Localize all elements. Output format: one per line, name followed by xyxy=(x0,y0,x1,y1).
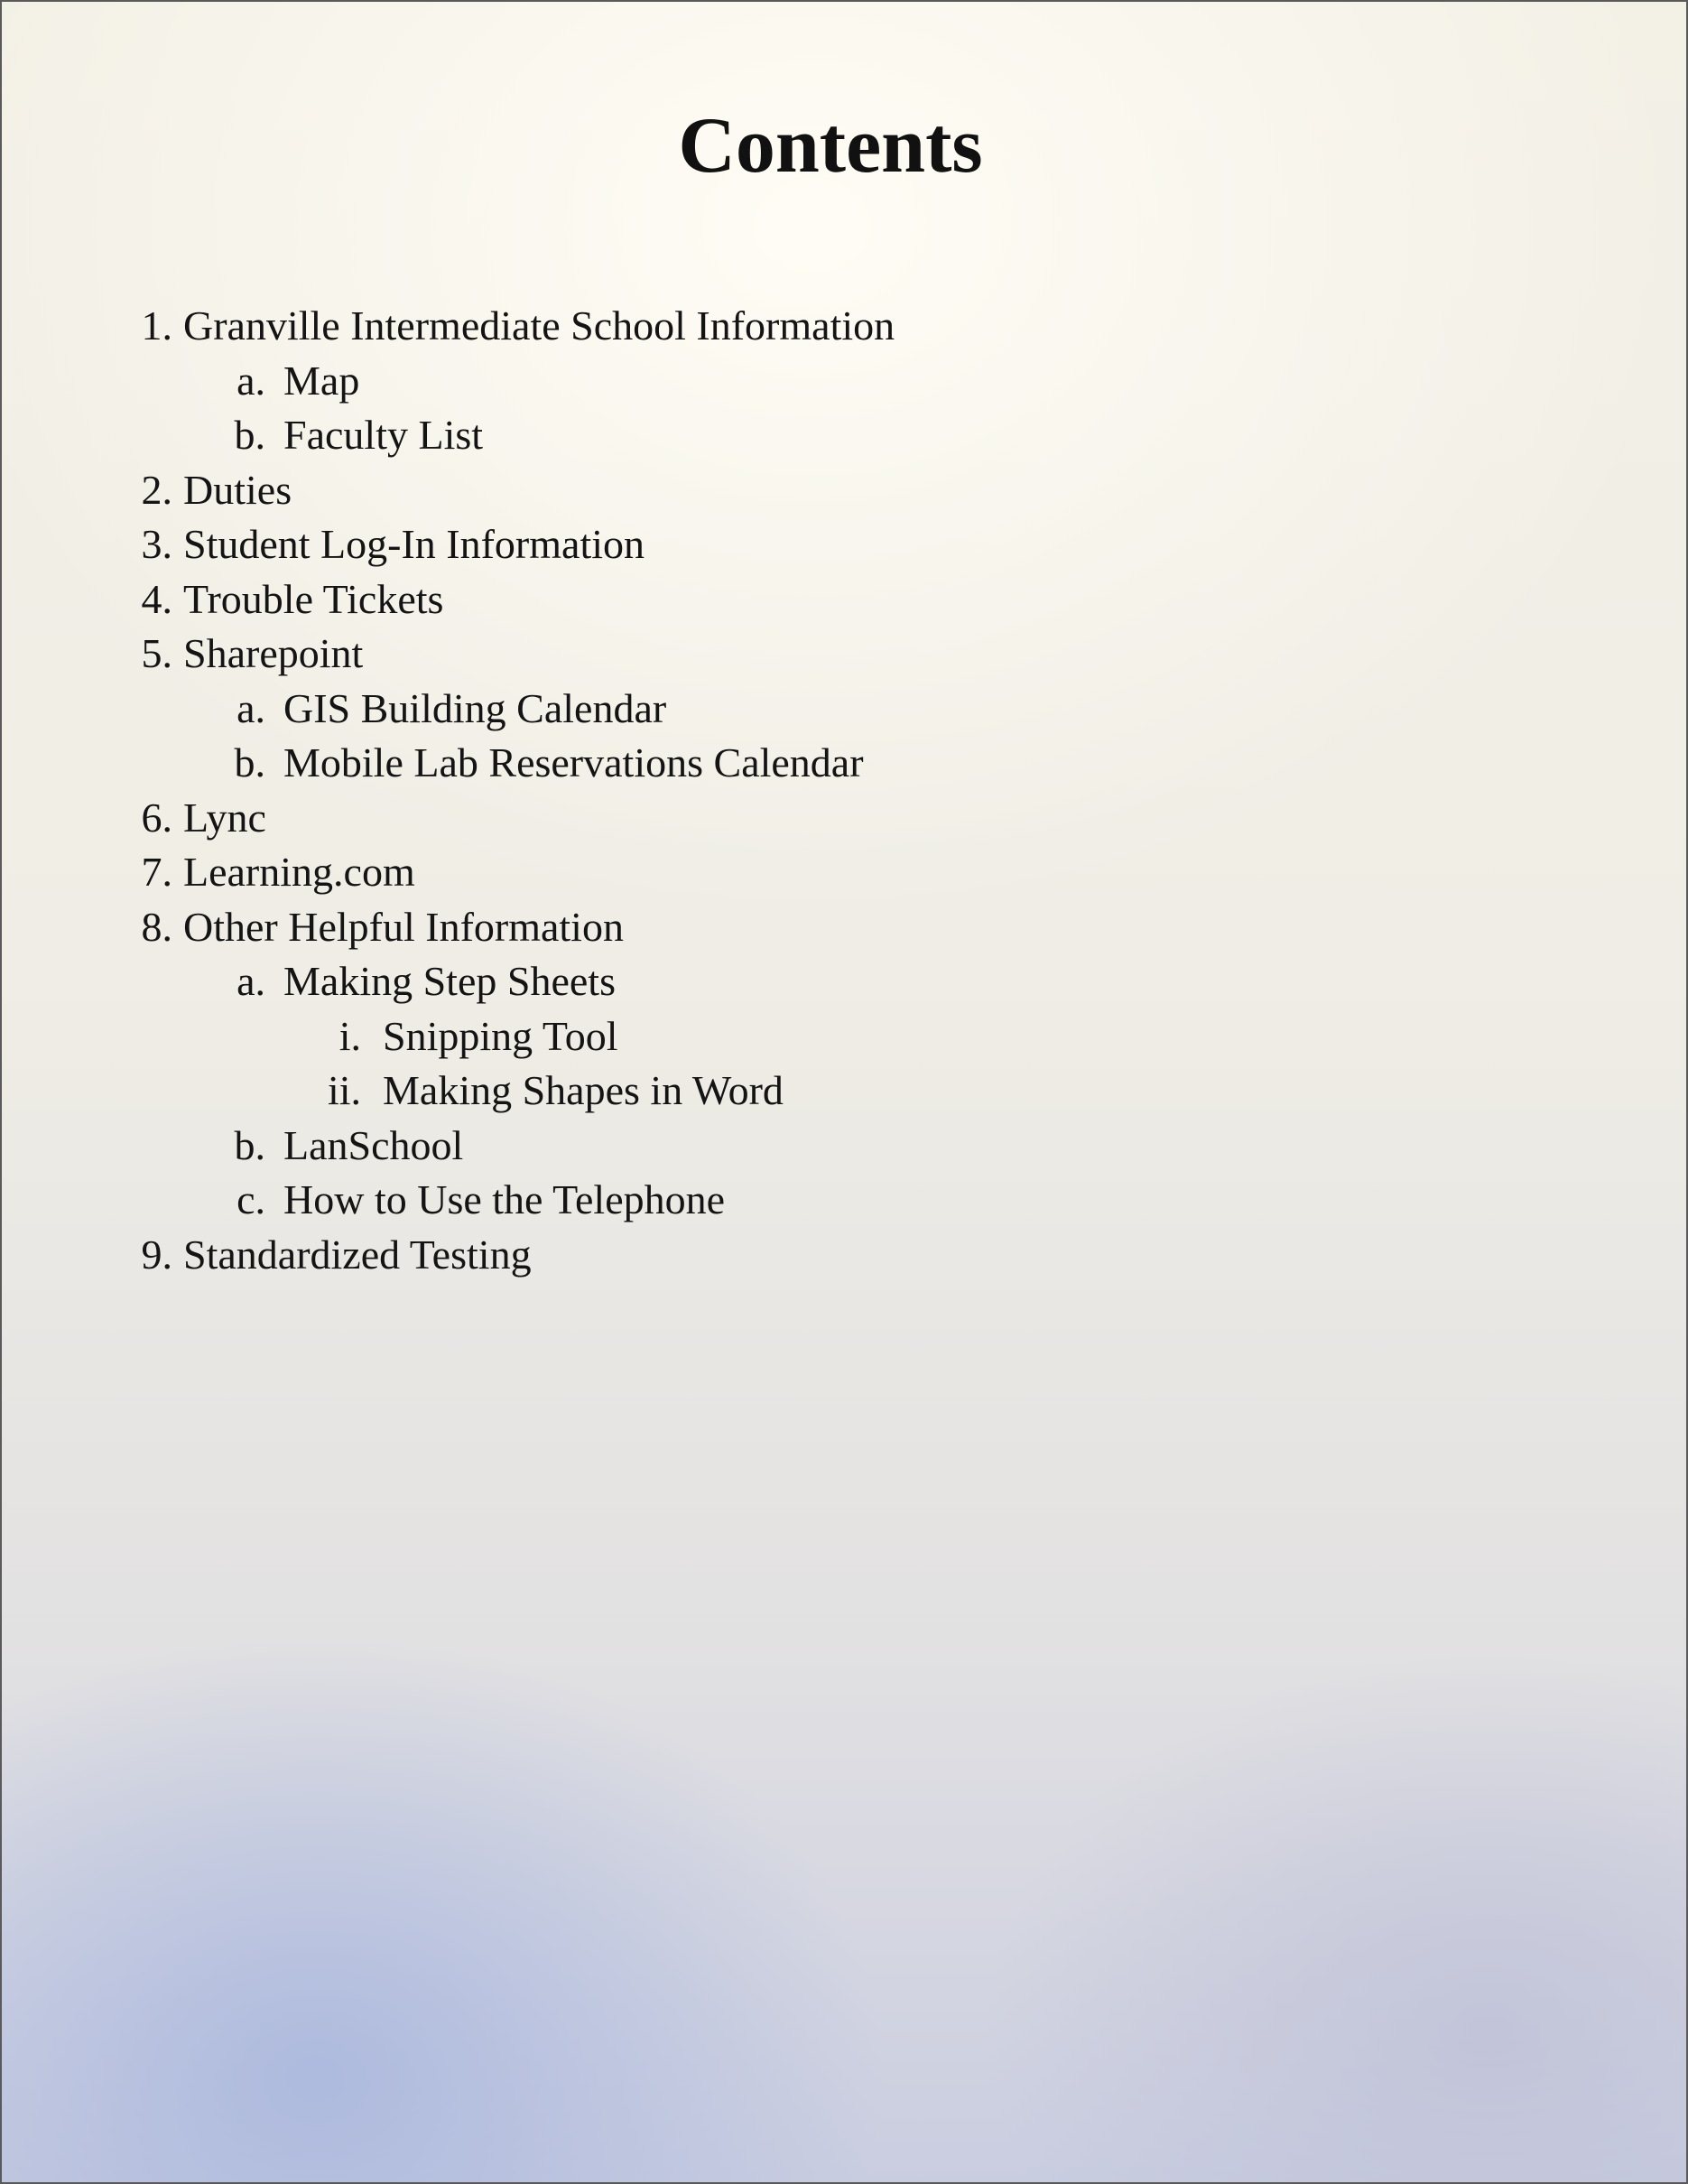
toc-text: How to Use the Telephone xyxy=(283,1176,726,1222)
toc-text: Other Helpful Information xyxy=(183,903,624,950)
toc-text: Making Step Sheets xyxy=(283,958,616,1004)
page-title: Contents xyxy=(678,102,983,190)
toc-text: Standardized Testing xyxy=(183,1231,532,1278)
toc-text: Trouble Tickets xyxy=(183,575,444,622)
toc-marker: 6. xyxy=(141,794,172,841)
toc-entry-telephone xyxy=(0,1173,1535,1228)
toc-text: Snipping Tool xyxy=(383,1012,618,1059)
toc-entry-mobile-lab-calendar xyxy=(0,736,1535,791)
toc-marker: c. xyxy=(237,1176,265,1222)
toc-text: Map xyxy=(283,357,360,404)
toc-text: GIS Building Calendar xyxy=(283,684,667,731)
toc-entry-snipping-tool xyxy=(0,1009,1535,1064)
toc-marker: 4. xyxy=(141,575,172,622)
toc-entry-trouble-tickets xyxy=(0,572,1535,627)
toc-marker: b. xyxy=(234,1121,265,1168)
toc-entry-other-helpful-info xyxy=(0,900,1535,955)
toc-entry-lanschool xyxy=(0,1119,1535,1174)
toc-marker: b. xyxy=(234,412,265,458)
table-of-contents xyxy=(0,299,1535,1282)
toc-entry-sharepoint xyxy=(0,627,1535,682)
toc-text: Faculty List xyxy=(283,412,484,458)
toc-marker: 5. xyxy=(141,630,172,676)
toc-entry-making-step-sheets xyxy=(0,954,1535,1009)
toc-marker: 9. xyxy=(141,1231,172,1278)
toc-entry-faculty-list xyxy=(0,408,1535,463)
toc-marker: a. xyxy=(237,684,265,731)
toc-text: Student Log-In Information xyxy=(183,521,645,567)
toc-text: Granville Intermediate School Information xyxy=(183,302,895,349)
toc-entry-standardized-testing xyxy=(0,1228,1535,1283)
toc-text: LanSchool xyxy=(283,1121,464,1168)
toc-entry-lync xyxy=(0,791,1535,846)
toc-text: Making Shapes in Word xyxy=(383,1067,784,1113)
toc-entry-learning-com xyxy=(0,845,1535,900)
toc-marker: 1. xyxy=(141,302,172,349)
toc-marker: i. xyxy=(339,1012,361,1059)
toc-entry-making-shapes xyxy=(0,1064,1535,1119)
toc-entry-duties xyxy=(0,463,1535,518)
toc-entry-gis-calendar xyxy=(0,682,1535,737)
toc-entry-granville-info xyxy=(0,299,1535,354)
toc-marker: a. xyxy=(237,958,265,1004)
toc-marker: ii. xyxy=(327,1067,361,1113)
toc-marker: 2. xyxy=(141,466,172,513)
toc-text: Duties xyxy=(183,466,292,513)
toc-entry-student-login xyxy=(0,517,1535,572)
toc-marker: 7. xyxy=(141,849,172,895)
toc-marker: a. xyxy=(237,357,265,404)
toc-text: Lync xyxy=(183,794,266,841)
toc-entry-map xyxy=(0,354,1535,409)
toc-marker: 8. xyxy=(141,903,172,950)
toc-text: Sharepoint xyxy=(183,630,364,676)
toc-text: Learning.com xyxy=(183,849,415,895)
toc-marker: 3. xyxy=(141,521,172,567)
toc-marker: b. xyxy=(234,739,265,785)
toc-text: Mobile Lab Reservations Calendar xyxy=(283,739,864,785)
